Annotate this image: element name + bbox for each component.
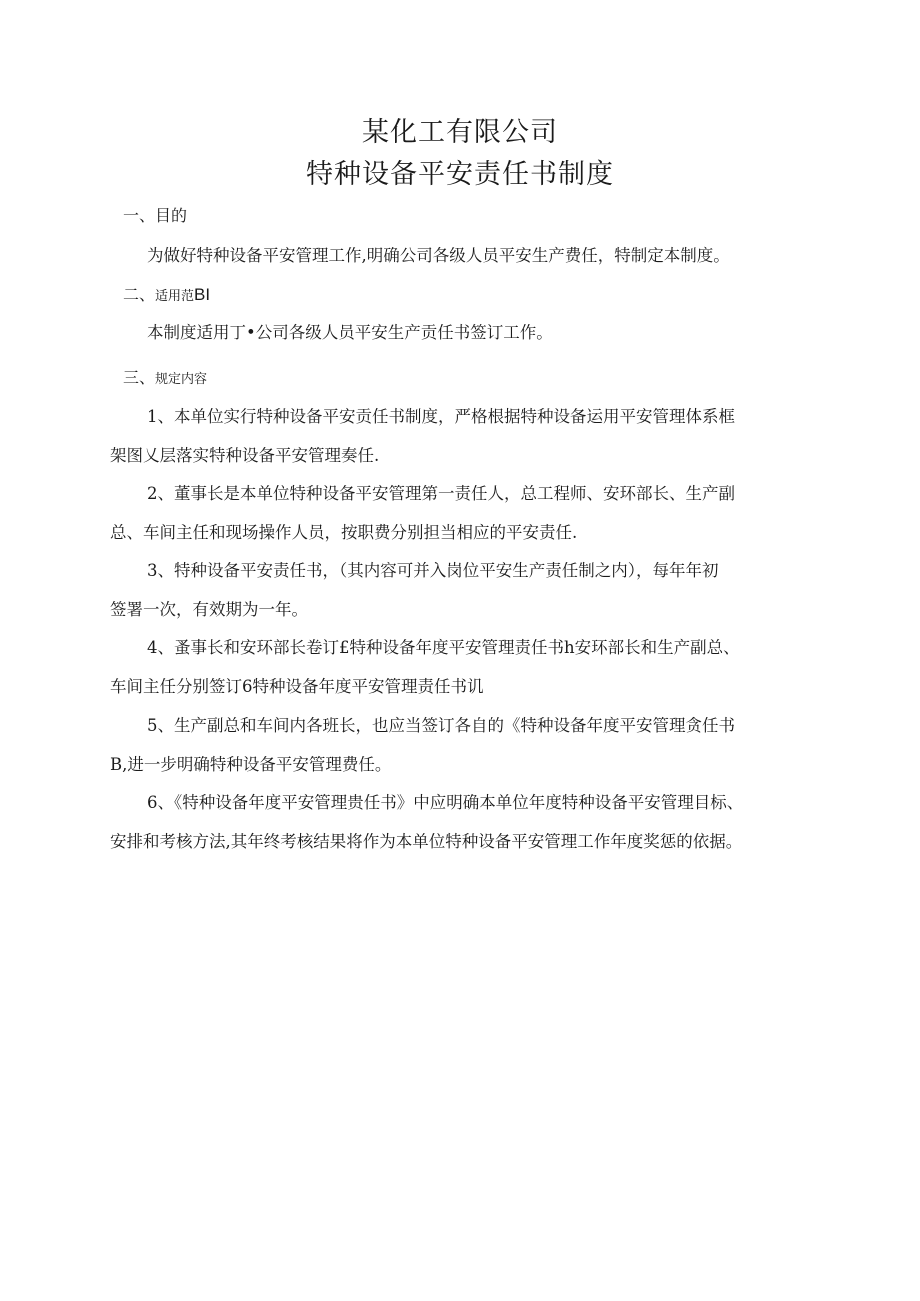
rule-item-line: 5、生产副总和车间内各班长，也应当签订各自的《特种设备年度平安管理贪任书 <box>147 716 735 735</box>
section-heading-text: 适用范 <box>155 289 195 304</box>
rule-item-4 <box>110 637 822 698</box>
section-number: 二、 <box>123 285 156 304</box>
rule-item-line: 安排和考核方法,其年终考核结果将作为本单位特种设备平安管理工作年度奖惩的依据。 <box>110 832 743 851</box>
section-paragraph-scope <box>110 322 822 344</box>
rule-item-line: 3、特种设备平安责任书，（其内容可并入岗位平安生产责任制之内），每年年初 <box>147 561 719 580</box>
document-title: 特种设备平安责任书制度 <box>306 159 614 190</box>
rule-item-line: 总、车间主任和现场操作人员，按职费分别担当相应的平安责任. <box>110 523 578 542</box>
section-heading-rules <box>123 367 207 391</box>
rule-item-line: 1、本单位实行特种设备平安贡任书制度，严格根据特种设备运用平安管理体系框 <box>147 407 735 426</box>
rule-item-6 <box>110 792 822 853</box>
section-heading-text: 规定内容 <box>155 372 208 387</box>
rule-item-3 <box>110 560 822 621</box>
section-heading-scope <box>123 284 210 308</box>
company-title: 某化工有限公司 <box>362 117 558 148</box>
paragraph-line: 为做好特种设备平安管理工作,明确公司各级人员平安生产费任，特制定本制度。 <box>147 246 730 265</box>
section-number: 三、 <box>123 368 156 387</box>
rule-item-line: B,进一步明确特种设备平安管理费任。 <box>110 755 392 774</box>
rule-item-line: 4、蚤事长和安环部长卷订£特种设备年度平安管理责任书h安环部长和生产副总、 <box>147 638 740 657</box>
rule-item-1 <box>110 406 822 467</box>
section-heading-text: 目的 <box>155 206 188 225</box>
section-paragraph-purpose <box>110 245 822 267</box>
rule-item-5 <box>110 715 822 776</box>
section-heading-suffix: BI <box>194 285 211 304</box>
rule-item-line: 6、《特种设备年度平安管理贵任书》中应明确本单位年度特种设备平安管理目标、 <box>147 793 744 812</box>
rule-item-2 <box>110 483 822 544</box>
paragraph-line: 本制度适用丁•公司各级人员平安生产贡任书签订工作。 <box>147 323 553 342</box>
section-heading-purpose <box>123 205 187 227</box>
rule-item-line: 2、董事长是本单位特种设备平安管理第一责任人，总工程师、安环部长、生产副 <box>147 484 735 503</box>
rule-item-line: 签署一次，有效期为一年。 <box>110 600 308 619</box>
section-number: 一、 <box>123 206 156 225</box>
rule-item-line: 车间主任分别签订6特种设备年度平安管理责任书讥 <box>110 677 484 696</box>
rule-item-line: 架图乂层落实特种设备平安管理奏任. <box>110 446 380 465</box>
